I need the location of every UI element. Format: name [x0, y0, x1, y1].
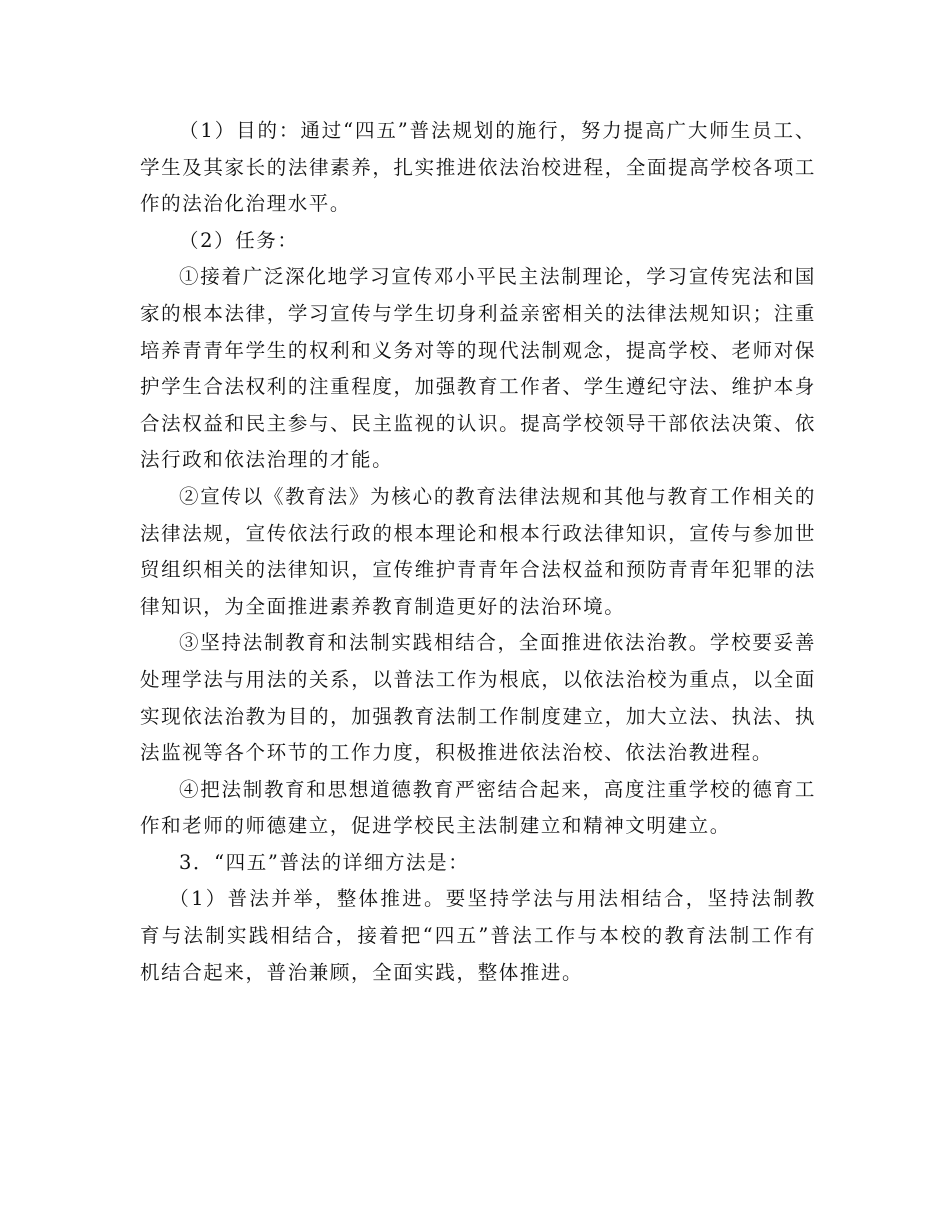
paragraph-task-2: ②宣传以《教育法》为核心的教育法律法规和其他与教育工作相关的法律法规，宣传依法行政的根本理论和根本行政法律知识，宣传与参加世贸组织相关的法律知识，宣传维护青青年合法权益和预防青青年犯罪的法律知识，为全面推进素养教育制造更好的法治环境。 [140, 484, 816, 618]
paragraph-task-4: ④把法制教育和思想道德教育严密结合起来，高度注重学校的德育工作和老师的师德建立，促进学校民主法制建立和精神文明建立。 [140, 777, 816, 838]
paragraph-task-heading: （2）任务： [179, 228, 299, 252]
paragraph-task-1: ①接着广泛深化地学习宣传邓小平民主法制理论，学习宣传宪法和国家的根本法律，学习宣传与学生切身利益亲密相关的法律法规知识；注重培养青青年学生的权利和义务对等的现代法制观念，提高学校、老师对保护学生合法权利的注重程度，加强教育工作者、学生遵纪守法、维护本身合法权益和民主参与、民主监视的认识。提高学校领导干部依法决策、依法行政和依法治理的才能。 [140, 265, 816, 472]
paragraph-methods-heading: 3．“四五”普法的详细方法是： [179, 850, 470, 874]
paragraph-task-3: ③坚持法制教育和法制实践相结合，全面推进依法治教。学校要妥善处理学法与用法的关系，以普法工作为根底，以依法治校为重点，以全面实现依法治教为目的，加强教育法制工作制度建立，加大立法、执法、执法监视等各个环节的工作力度，积极推进依法治校、依法治教进程。 [140, 631, 816, 765]
document-body [140, 113, 816, 991]
paragraph-method-1: （1）普法并举，整体推进。要坚持学法与用法相结合，坚持法制教育与法制实践相结合，接着把“四五”普法工作与本校的教育法制工作有机结合起来，普治兼顾，全面实践，整体推进。 [140, 887, 816, 984]
paragraph-goal: （1）目的：通过“四五”普法规划的施行，努力提高广大师生员工、学生及其家长的法律素养，扎实推进依法治校进程，全面提高学校各项工作的法治化治理水平。 [140, 119, 816, 216]
